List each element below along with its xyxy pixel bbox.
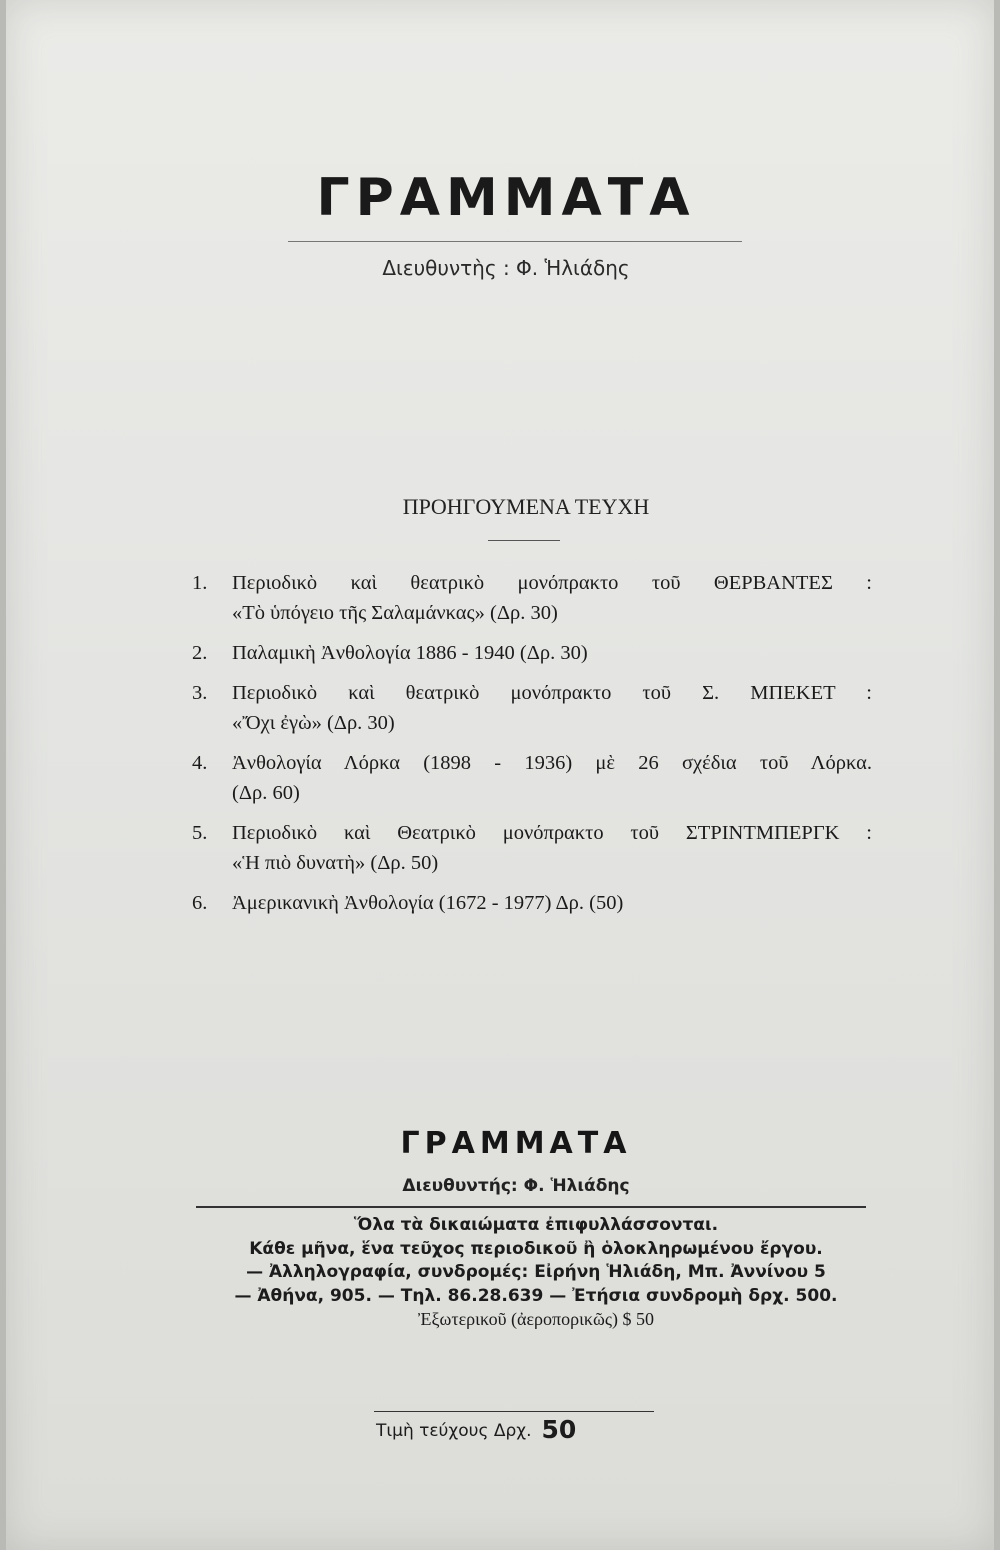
price-value: 50 bbox=[541, 1415, 577, 1444]
issue-item-4 bbox=[192, 748, 872, 808]
issue-number: 6. bbox=[192, 892, 208, 914]
document-page bbox=[6, 0, 994, 1550]
issue-price bbox=[376, 1415, 656, 1444]
issue-description bbox=[232, 638, 872, 668]
previous-issues-heading: ΠΡΟΗΓΟΥΜΕΝΑ ΤΕΥΧΗ bbox=[402, 494, 650, 519]
issue-line: Ἀνθολογία Λόρκα (1898 - 1936) μὲ 26 σχέδια τοῦ Λόρκα. bbox=[232, 752, 872, 774]
price-label: Τιμὴ τεύχους Δρχ. bbox=[376, 1421, 532, 1441]
issue-item-6 bbox=[192, 888, 872, 918]
issue-line: Περιοδικὸ καὶ θεατρικὸ μονόπρακτο τοῦ ΘΕΡΒΑΝΤΕΣ : bbox=[232, 572, 872, 594]
rights-notice: Ὅλα τὰ δικαιώματα ἐπιφυλλάσσονται. bbox=[353, 1215, 719, 1235]
publication-notes bbox=[201, 1214, 871, 1332]
masthead-divider bbox=[288, 241, 742, 242]
previous-issues-divider bbox=[488, 540, 560, 541]
issue-number: 4. bbox=[192, 752, 208, 774]
issue-description bbox=[232, 568, 872, 628]
issue-description bbox=[232, 748, 872, 808]
previous-issues-list bbox=[192, 568, 872, 928]
abroad-subscription-notice: Ἐξωτερικοῦ (ἀεροπορικῶς) $ 50 bbox=[418, 1309, 654, 1329]
issue-description bbox=[232, 888, 872, 918]
issue-description bbox=[232, 678, 872, 738]
issue-line: Παλαμικὴ Ἀνθολογία 1886 - 1940 (Δρ. 30) bbox=[232, 642, 588, 664]
issue-line: Περιοδικὸ καὶ Θεατρικὸ μονόπρακτο τοῦ ΣΤΡΙΝΤΜΠΕΡΓΚ : bbox=[232, 822, 872, 844]
issue-item-5 bbox=[192, 818, 872, 878]
issue-line: «Ἡ πιὸ δυνατὴ» (Δρ. 50) bbox=[232, 852, 439, 874]
issue-line: (Δρ. 60) bbox=[232, 782, 300, 804]
footer-divider bbox=[196, 1206, 866, 1208]
footer-title: ΓΡΑΜΜΑΤΑ bbox=[400, 1126, 632, 1161]
issue-number: 2. bbox=[192, 642, 208, 664]
masthead-director: Διευθυντὴς : Φ. Ἡλιάδης bbox=[382, 256, 630, 280]
masthead-title: ΓΡΑΜΜΑΤΑ bbox=[316, 168, 696, 228]
issue-number: 5. bbox=[192, 822, 208, 844]
issue-line: «Τὸ ὑπόγειο τῆς Σαλαμάνκας» (Δρ. 30) bbox=[232, 602, 558, 624]
issue-item-1 bbox=[192, 568, 872, 628]
issue-number: 3. bbox=[192, 682, 208, 704]
frequency-notice: Κάθε μῆνα, ἕνα τεῦχος περιοδικοῦ ἢ ὁλοκληρωμένου ἔργου. bbox=[249, 1238, 823, 1259]
issue-item-3 bbox=[192, 678, 872, 738]
issue-number: 1. bbox=[192, 572, 208, 594]
footer-director: Διευθυντής: Φ. Ἡλιάδης bbox=[402, 1176, 630, 1196]
correspondence-notice: — Ἀλληλογραφία, συνδρομές: Εἰρήνη Ἡλιάδη, Μπ. Ἀννίνου 5 bbox=[246, 1262, 826, 1282]
address-phone-notice: — Ἀθήνα, 905. — Τηλ. 86.28.639 — Ἐτήσια συνδρομὴ δρχ. 500. bbox=[234, 1285, 838, 1306]
issue-line: Ἀμερικανικὴ Ἀνθολογία (1672 - 1977) Δρ. (50) bbox=[232, 892, 624, 914]
price-divider bbox=[374, 1411, 654, 1412]
issue-item-2 bbox=[192, 638, 872, 668]
issue-line: «Ὄχι ἐγὼ» (Δρ. 30) bbox=[232, 712, 395, 734]
issue-description bbox=[232, 818, 872, 878]
issue-line: Περιοδικὸ καὶ θεατρικὸ μονόπρακτο τοῦ Σ. ΜΠΕΚΕΤ : bbox=[232, 682, 872, 704]
